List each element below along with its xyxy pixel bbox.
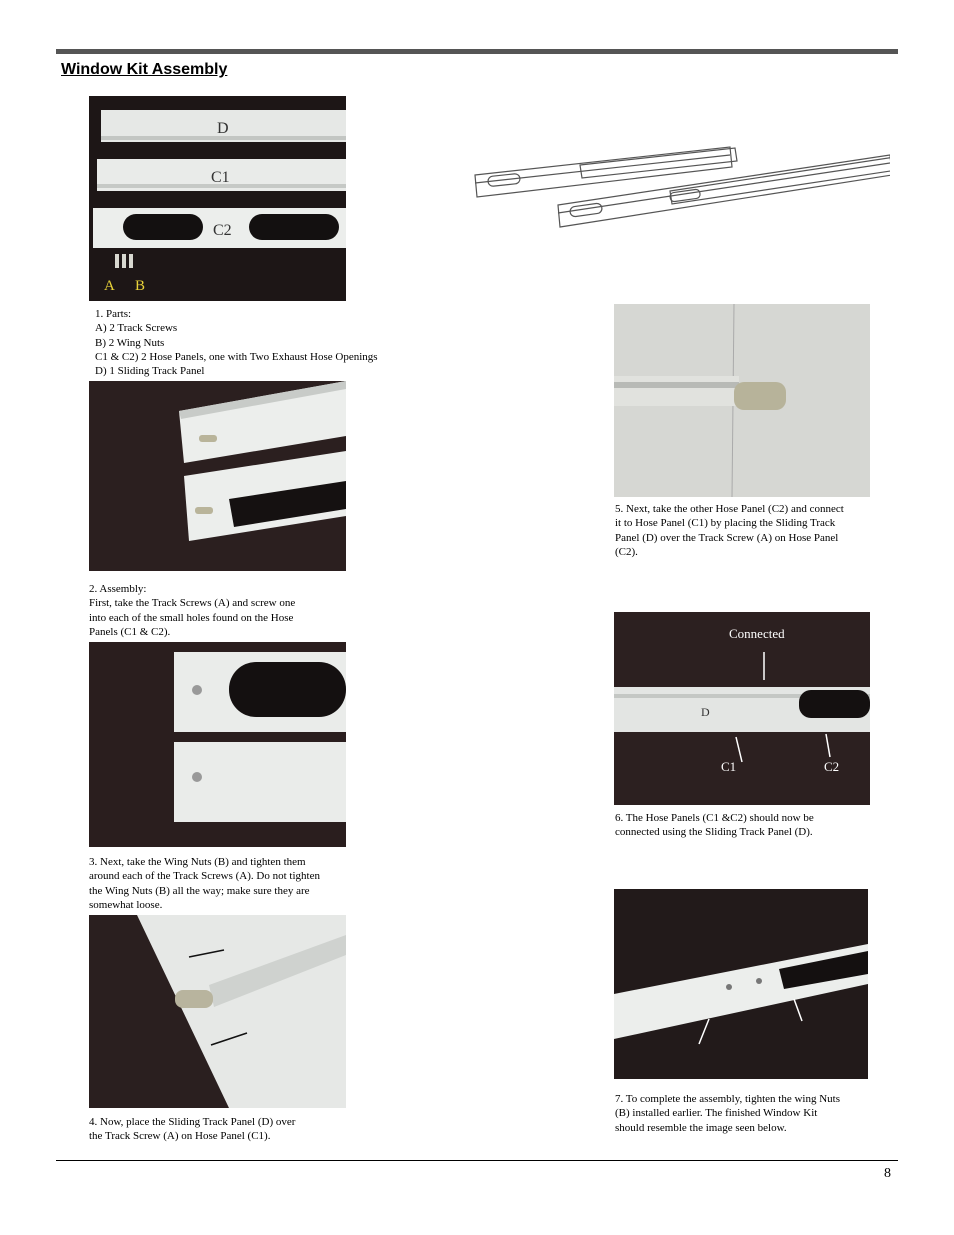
caption-line: (B) installed earlier. The finished Window Kit xyxy=(615,1107,818,1120)
caption-line: the Track Screw (A) on Hose Panel (C1). xyxy=(89,1130,271,1143)
top-rule xyxy=(56,49,898,54)
label-c1: C1 xyxy=(211,169,230,186)
caption-line: connected using the Sliding Track Panel (D). xyxy=(615,826,813,839)
caption-line: 1. Parts: xyxy=(95,308,132,320)
caption-line: Panel (D) over the Track Screw (A) on Hose Panel xyxy=(615,531,839,544)
photo-connected xyxy=(614,612,870,805)
label-c2: C2 xyxy=(213,222,232,239)
photo-track-screws xyxy=(89,381,346,571)
caption-line: 6. The Hose Panels (C1 &C2) should now be xyxy=(615,812,814,824)
caption-line: B) 2 Wing Nuts xyxy=(95,336,165,349)
caption-line: into each of the small holes found on the Hose xyxy=(89,611,294,624)
caption-line: C1 & C2) 2 Hose Panels, one with Two Exhaust Hose Openings xyxy=(95,350,378,363)
label-c1-6: C1 xyxy=(721,759,737,774)
caption-step-4 xyxy=(89,1115,295,1144)
label-c2-6: C2 xyxy=(824,759,840,774)
assembled-kit-drawing xyxy=(470,125,890,265)
caption-line: around each of the Track Screws (A). Do not tighten xyxy=(89,870,320,883)
caption-step-7 xyxy=(615,1092,840,1135)
label-b: B xyxy=(135,278,146,294)
caption-step-6 xyxy=(615,811,814,840)
caption-step-3 xyxy=(89,855,320,912)
caption-line: 2. Assembly: xyxy=(89,583,147,595)
caption-line: should resemble the image seen below. xyxy=(615,1121,787,1134)
label-d-6: D xyxy=(701,705,710,719)
bottom-rule xyxy=(56,1160,898,1161)
caption-step-1 xyxy=(95,307,378,378)
photo-sliding-track xyxy=(89,915,346,1108)
photo-tighten xyxy=(614,889,868,1079)
caption-line: it to Hose Panel (C1) by placing the Sliding Track xyxy=(615,517,836,530)
photo-wing-nuts xyxy=(89,642,346,847)
label-d: D xyxy=(217,120,229,137)
caption-line: A) 2 Track Screws xyxy=(95,322,178,335)
caption-line: 3. Next, take the Wing Nuts (B) and tighten them xyxy=(89,856,306,868)
caption-line: D) 1 Sliding Track Panel xyxy=(95,365,205,378)
caption-line: the Wing Nuts (B) all the way; make sure they are xyxy=(89,884,310,897)
caption-line: somewhat loose. xyxy=(89,898,163,911)
label-a: A xyxy=(104,278,115,294)
caption-step-5 xyxy=(615,502,844,559)
photo-parts xyxy=(89,96,346,301)
label-connected: Connected xyxy=(729,626,785,641)
photo-connect-c2 xyxy=(614,304,870,497)
caption-line: (C2). xyxy=(615,545,638,558)
caption-step-2 xyxy=(89,582,295,639)
page-number: 8 xyxy=(884,1166,891,1181)
caption-line: 7. To complete the assembly, tighten the wing Nuts xyxy=(615,1093,841,1105)
caption-line: Panels (C1 & C2). xyxy=(89,625,171,638)
page-title: Window Kit Assembly xyxy=(61,61,228,78)
caption-line: 5. Next, take the other Hose Panel (C2) and connect xyxy=(615,503,844,515)
caption-line: First, take the Track Screws (A) and screw one xyxy=(89,597,296,610)
caption-line: 4. Now, place the Sliding Track Panel (D) over xyxy=(89,1116,296,1128)
